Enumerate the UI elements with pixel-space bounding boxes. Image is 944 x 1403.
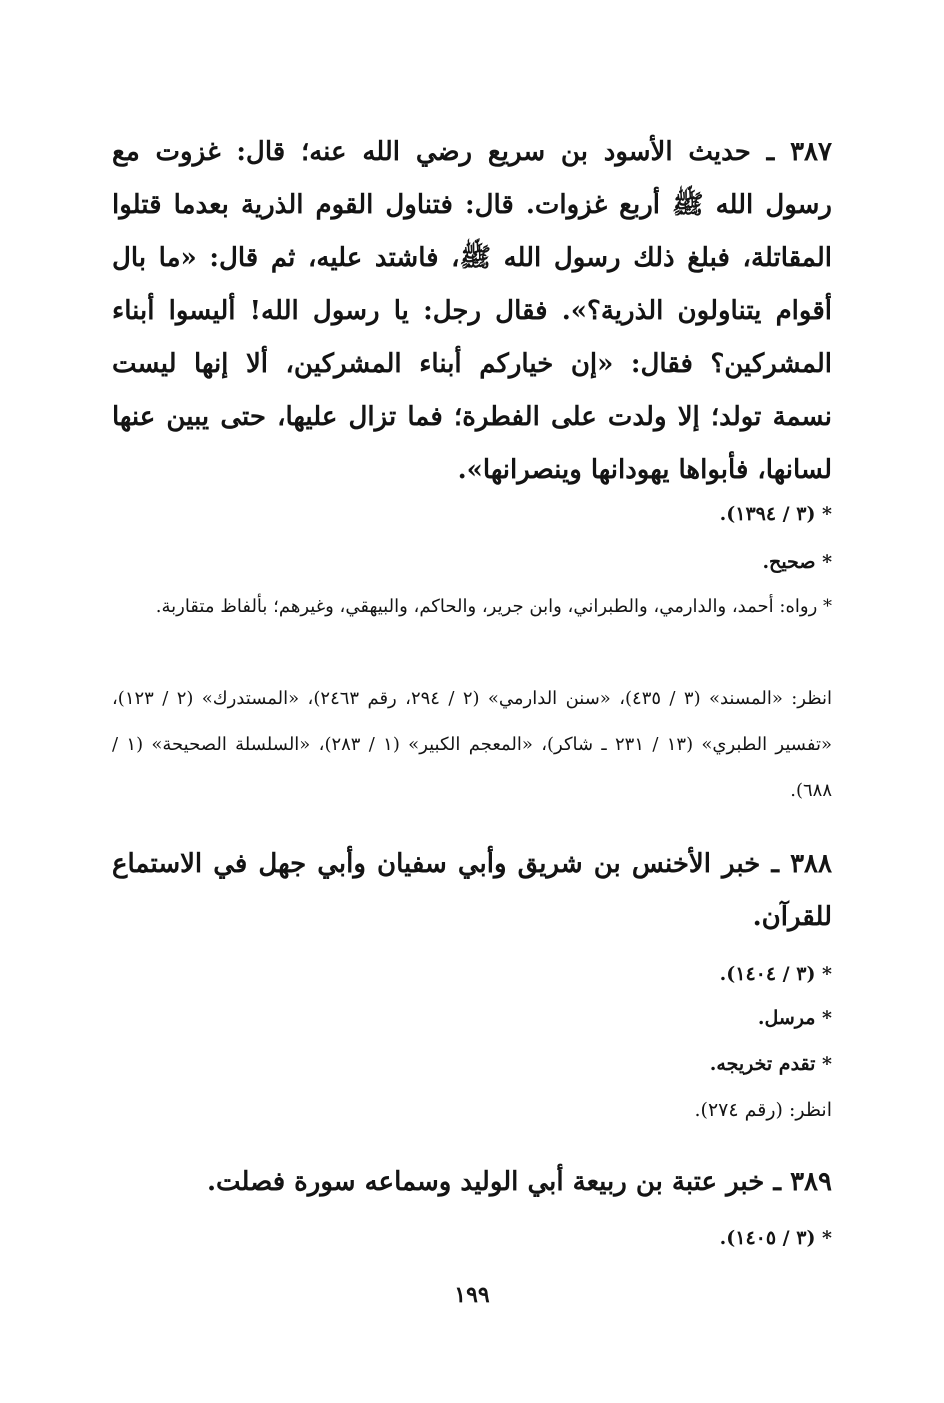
hadith-entry-389 bbox=[112, 1156, 832, 1209]
hadith-entry-388 bbox=[112, 838, 832, 944]
hadith-text bbox=[112, 126, 832, 497]
hadith-text bbox=[112, 1156, 832, 1209]
sources-list: انظر: (رقم ٢٧٤). bbox=[694, 1099, 832, 1121]
page-number: ١٩٩ bbox=[454, 1282, 490, 1308]
narration-note: * رواه: أحمد، والدارمي، والطبراني، وابن جرير، والحاكم، والبيهقي، وغيرهم؛ بألفاظ متقاربة. bbox=[155, 596, 832, 617]
hadith-body: ـ خبر الأخنس بن شريق وأبي سفيان وأبي جهل في الاستماع للقرآن. bbox=[112, 849, 832, 932]
hadith-grade: * مرسل. bbox=[757, 1007, 832, 1029]
hadith-number: ٣٨٨ bbox=[790, 849, 832, 879]
hadith-number: ٣٨٧ bbox=[790, 137, 832, 167]
sources-list: انظر: «المسند» (٣ / ٤٣٥)، «سنن الدارمي» (٢ / ٢٩٤، رقم ٢٤٦٣)، «المستدرك» (٢ / ١٢٣)، «تفسير الطبري» (١٣ / ٢٣١ ـ شاكر)، «المعجم الكبير» (١ / ٢٨٣)، «السلسلة الصحيحة» (١ / ٦٨٨). bbox=[112, 688, 832, 801]
volume-page-reference: * (٣ / ١٣٩٤). bbox=[719, 503, 832, 525]
hadith-body: ـ خبر عتبة بن ربيعة أبي الوليد وسماعه سورة فصلت. bbox=[206, 1167, 782, 1197]
volume-page-reference: * (٣ / ١٤٠٤). bbox=[719, 963, 832, 985]
volume-page-reference: * (٣ / ١٤٠٥). bbox=[719, 1227, 832, 1249]
narration-note: * تقدم تخريجه. bbox=[709, 1053, 832, 1075]
hadith-body: ـ حديث الأسود بن سريع رضي الله عنه؛ قال: غزوت مع رسول الله ﷺ أربع غزوات. قال: فتناول القوم الذرية بعدما قتلوا المقاتلة، فبلغ ذلك رسول الله ﷺ، فاشتد عليه، ثم قال: «ما بال أقوام يتناولون الذرية؟». فقال رجل: يا رسول الله! أليسوا أبناء المشركين؟ فقال: «إن خياركم أبناء المشركين، ألا إنها ليست نسمة تولد؛ إلا ولدت على الفطرة؛ فما تزال عليها، حتى يبين عنها لسانها، فأبواها يهودانها وينصرانها». bbox=[112, 137, 832, 485]
hadith-grade: * صحيح. bbox=[762, 551, 832, 573]
hadith-number: ٣٨٩ bbox=[790, 1167, 832, 1197]
hadith-text bbox=[112, 838, 832, 944]
hadith-entry-387 bbox=[112, 126, 832, 497]
